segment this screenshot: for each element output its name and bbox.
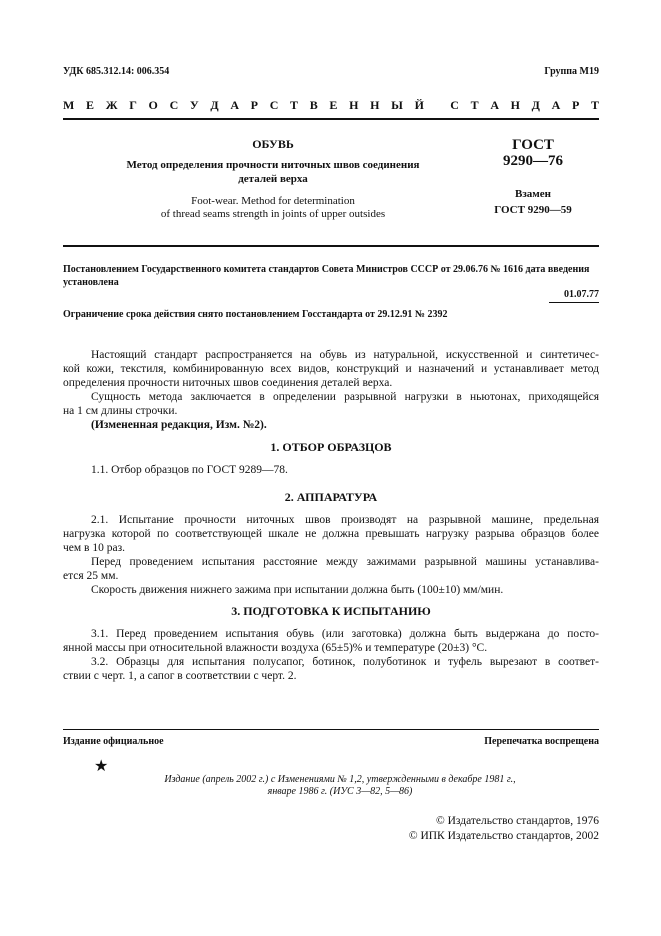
introduction-date: 01.07.77: [564, 289, 599, 300]
section-heading: 2. АППАРАТУРА: [284, 490, 378, 504]
subtitle-line: Метод определения прочности ниточных швов соединения: [126, 159, 420, 171]
section-heading: 3. ПОДГОТОВКА К ИСПЫТАНИЮ: [231, 604, 431, 618]
replaces-value: ГОСТ 9290—59: [494, 204, 572, 216]
banner-letter: Ы: [391, 98, 403, 112]
banner-letter: Т: [470, 98, 479, 112]
banner-letter: Д: [531, 98, 540, 112]
paragraph-line: кой кожи, текстиля, комбинированную всех видов, конструкций и назначений и устанавливает метод: [63, 363, 599, 375]
gost-number: 9290—76: [503, 153, 563, 169]
edition-note: (Измененная редакция, Изм. №2).: [91, 419, 267, 431]
banner-letter: Т: [290, 98, 299, 112]
paragraph-line: Настоящий стандарт распространяется на обувь из натуральной, искусственной и синтетичес-: [91, 349, 599, 361]
footer-divider: [63, 729, 599, 730]
banner-letter: Р: [571, 98, 580, 112]
copyright-line: © Издательство стандартов, 1976: [435, 815, 599, 827]
banner-letter: [436, 98, 439, 113]
intro-section: [63, 348, 599, 432]
date-underline: [549, 302, 599, 303]
banner-letter: Т: [590, 98, 599, 112]
paragraph-line: 1.1. Отбор образцов по ГОСТ 9289—78.: [91, 464, 288, 476]
banner-letter: А: [490, 98, 499, 112]
group-code: Группа М19: [544, 66, 599, 77]
banner-letter: Н: [370, 98, 380, 112]
header-divider: [63, 118, 599, 120]
paragraph-line: 3.2. Образцы для испытания полусапог, ботинок, полуботинок и туфель вырезают в соответ-: [91, 656, 599, 668]
banner-letter: Н: [510, 98, 520, 112]
banner-letter: Ж: [105, 98, 118, 112]
paragraph-line: янной массы при относительной влажности воздуха (65±5)% и температуре (20±3) °С.: [63, 642, 488, 654]
interstate-standard-banner: [63, 98, 599, 113]
edition-info-line: Издание (апрель 2002 г.) с Изменениями № 1,2, утвержденными в декабре 1981 г.,: [164, 774, 516, 785]
paragraph-line: 3.1. Перед проведением испытания обувь (или заготовка) должна быть выдержана до посто-: [91, 628, 599, 640]
document-title: ОБУВЬ: [252, 137, 294, 151]
banner-letter: Д: [210, 98, 219, 112]
english-title-line: of thread seams strength in joints of upper outsides: [160, 208, 386, 220]
banner-letter: Г: [129, 98, 137, 112]
banner-letter: Е: [329, 98, 338, 112]
subtitle-line: деталей верха: [238, 173, 308, 185]
gost-designation: [468, 137, 598, 169]
official-edition: Издание официальное: [63, 736, 164, 747]
paragraph-line: 2.1. Испытание прочности ниточных швов производят на разрывной машине, предельная: [91, 514, 599, 526]
copyright-line: © ИПК Издательство стандартов, 2002: [408, 830, 599, 842]
replaces-block: [468, 186, 598, 218]
document-subtitle: [63, 158, 483, 186]
edition-info-line: январе 1986 г. (ИУС 3—82, 5—86): [267, 786, 413, 797]
paragraph-line: Перед проведением испытания расстояние между зажимами разрывной машины устанавлива-: [91, 556, 599, 568]
banner-letter: С: [269, 98, 279, 112]
banner-letter: А: [551, 98, 561, 112]
paragraph-line: ствии с черт. 1, а сапог в соответствии с черт. 2.: [63, 670, 297, 682]
banner-letter: О: [148, 98, 158, 112]
copyright-block: [409, 814, 599, 844]
paragraph-line: ется 25 мм.: [63, 570, 119, 582]
paragraph-line: Скорость движения нижнего зажима при испытании должна быть (100±10) мм/мин.: [91, 584, 504, 596]
replaces-label: Взамен: [515, 188, 551, 200]
english-title: [63, 195, 483, 221]
restriction-note: Ограничение срока действия снято постановлением Госстандарта от 29.12.91 № 2392: [63, 309, 448, 320]
section-heading: 1. ОТБОР ОБРАЗЦОВ: [270, 440, 392, 454]
banner-letter: Е: [86, 98, 95, 112]
gost-label: ГОСТ: [512, 137, 554, 153]
banner-letter: А: [230, 98, 239, 112]
banner-letter: Р: [250, 98, 259, 112]
banner-letter: Й: [414, 98, 424, 112]
decree-text: Постановлением Государственного комитета стандартов Совета Министров СССР от 29.06.76 № 1616 дата введения установлена: [63, 264, 590, 288]
paragraph-line: определения прочности ниточных швов соединения деталей верха.: [63, 377, 393, 389]
title-divider: [63, 245, 599, 247]
banner-letter: У: [189, 98, 199, 112]
paragraph-line: на 1 см длины строчки.: [63, 405, 178, 417]
english-title-line: Foot-wear. Method for determination: [191, 195, 355, 207]
reprint-prohibited: Перепечатка воспрещена: [484, 736, 599, 747]
edition-info: [100, 774, 580, 798]
star-icon: ★: [94, 758, 109, 775]
paragraph-line: чем в 10 раз.: [63, 542, 125, 554]
section3-body: [63, 627, 599, 683]
banner-letter: Н: [349, 98, 359, 112]
paragraph-line: нагрузка которой по соответствующей шкале не должна превышать нагрузку разрыва образцов более: [63, 528, 599, 540]
banner-letter: В: [309, 98, 318, 112]
paragraph-line: Сущность метода заключается в определении разрывной нагрузки в ньютонах, приходящейся: [91, 391, 599, 403]
banner-letter: С: [450, 98, 459, 112]
banner-letter: С: [169, 98, 179, 112]
udc-code: УДК 685.312.14: 006.354: [63, 66, 170, 77]
banner-letter: М: [63, 98, 75, 112]
section2-body: [63, 513, 599, 597]
